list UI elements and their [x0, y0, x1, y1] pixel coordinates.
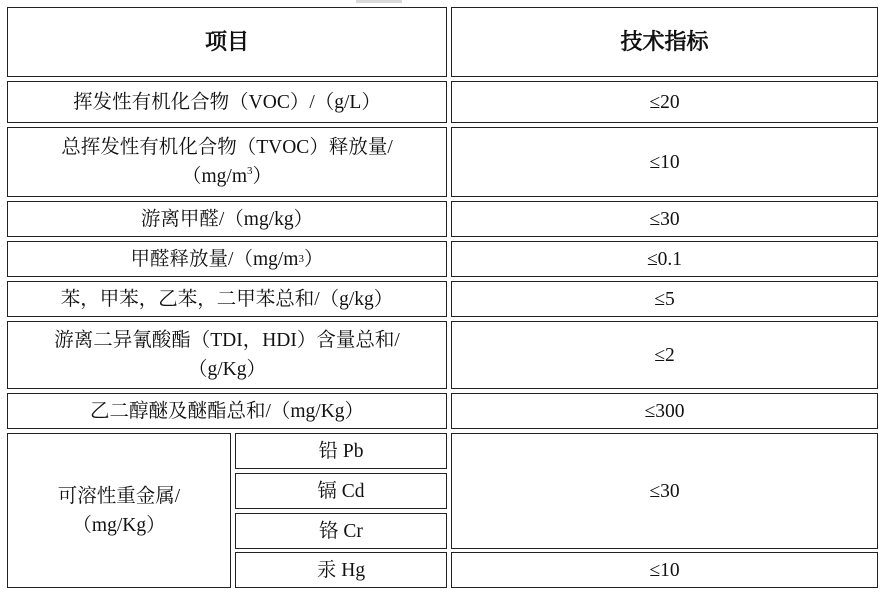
table-row-value: ≤300 [451, 393, 878, 429]
item-line-1: 总挥发性有机化合物（TVOC）释放量/ [61, 137, 393, 158]
table-row-item: 乙二醇醚及醚酯总和/（mg/Kg） [7, 393, 447, 429]
table-row-item: 甲醛释放量/（mg/m 3 ） [7, 241, 447, 277]
heavy-metals-label-line-2: （mg/Kg） [72, 514, 166, 536]
table-row-item: 挥发性有机化合物（VOC）/（g/L） [7, 81, 447, 123]
table-row-value: ≤2 [451, 321, 878, 389]
scroll-indicator [356, 0, 402, 3]
metal-chromium: 铬 Cr [235, 513, 447, 549]
item-line-1: 游离二异氰酸酯（TDI，HDI）含量总和/ [54, 330, 400, 351]
heavy-metals-label [7, 433, 231, 588]
table-row-value: ≤10 [451, 127, 878, 197]
item-line-2: $(mg/m^3)$ [181, 165, 273, 187]
mercury-value: ≤10 [451, 552, 878, 588]
metal-cadmium: 镉 Cd [235, 473, 447, 509]
table-row-item [7, 321, 447, 389]
table-row-value: ≤0.1 [451, 241, 878, 277]
table-row-value: ≤30 [451, 201, 878, 237]
metal-lead: 铅 Pb [235, 433, 447, 469]
header-item: 项目 [7, 7, 447, 77]
table-row-item [7, 127, 447, 197]
table-row-value: ≤20 [451, 81, 878, 123]
table-row-item: 苯，甲苯，乙苯，二甲苯总和/（g/kg） [7, 281, 447, 317]
table-row-item: 游离甲醛/（mg/kg） [7, 201, 447, 237]
header-indicator: 技术指标 [451, 7, 878, 77]
heavy-metals-group-value: ≤30 [451, 433, 878, 549]
heavy-metals-label-line-1: 可溶性重金属/ [57, 485, 181, 507]
table-row-value: ≤5 [451, 281, 878, 317]
item-line-2: （g/Kg） [187, 359, 266, 380]
metal-mercury: 汞 Hg [235, 552, 447, 588]
